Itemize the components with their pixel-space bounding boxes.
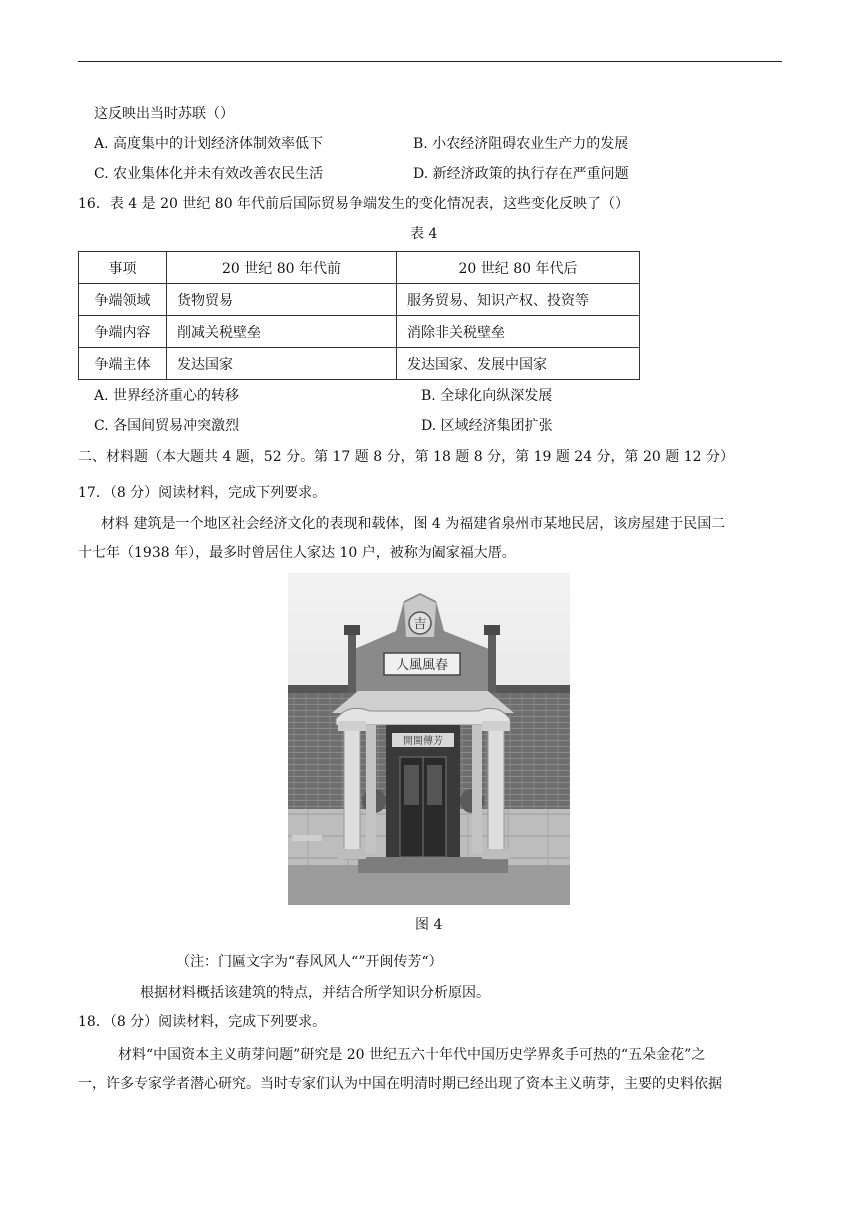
q15-option-b: B. 小农经济阻碍农业生产力的发展	[413, 136, 629, 152]
table-cell: 发达国家、发展中国家	[397, 348, 640, 380]
table-row	[79, 316, 640, 348]
door-plaque-text: 開閩傳芳	[403, 736, 443, 747]
q18-material-line1: 材料“中国资本主义萌芽问题”研究是 20 世纪五六十年代中国历史学界炙手可热的“五朵金花”之	[118, 1047, 706, 1063]
upper-plaque-text: 人風風春	[395, 658, 449, 673]
table-caption: 表 4	[410, 226, 438, 242]
q15-option-c: C. 农业集体化并未有效改善农民生活	[94, 166, 324, 182]
q17-task: 根据材料概括该建筑的特点，并结合所学知识分析原因。	[140, 985, 490, 1001]
q17-material-line2: 十七年（1938 年），最多时曾居住人家达 10 户，被称为阖家福大厝。	[78, 545, 516, 561]
section-heading: 二、材料题（本大题共 4 题，52 分。第 17 题 8 分，第 18 题 8 分，第 19 题 24 分，第 20 题 12 分）	[78, 449, 734, 465]
table-header-row	[79, 252, 640, 284]
q16-option-d: D. 区域经济集团扩张	[421, 418, 553, 434]
q18-material-line2: 一，许多专家学者潜心研究。当时专家们认为中国在明清时期已经出现了资本主义萌芽，主要的史料依据	[78, 1076, 722, 1092]
q16-option-a: A. 世界经济重心的转移	[94, 388, 240, 404]
table-header-cell: 事项	[79, 252, 167, 284]
table-header-cell: 20 世纪 80 年代前	[167, 252, 397, 284]
table-cell: 争端主体	[79, 348, 167, 380]
emblem-text: 吉	[413, 617, 427, 632]
q16-option-c: C. 各国间贸易冲突激烈	[94, 418, 240, 434]
table-row	[79, 348, 640, 380]
header-rule	[78, 61, 782, 62]
trade-dispute-table	[78, 251, 640, 380]
q16-stem: 16．表 4 是 20 世纪 80 年代前后国际贸易争端发生的变化情况表，这些变化反映了（）	[78, 196, 630, 212]
building-photo	[288, 573, 570, 905]
table-row	[79, 284, 640, 316]
table-header-cell: 20 世纪 80 年代后	[397, 252, 640, 284]
table-cell: 服务贸易、知识产权、投资等	[397, 284, 640, 316]
q17-stem: 17．（8 分）阅读材料，完成下列要求。	[78, 485, 327, 501]
building-photo-illustration	[288, 573, 570, 905]
table-cell: 消除非关税壁垒	[397, 316, 640, 348]
q15-option-a: A. 高度集中的计划经济体制效率低下	[94, 136, 324, 152]
table-cell: 争端内容	[79, 316, 167, 348]
q17-note: （注：门匾文字为“春风风人“”开闽传芳“）	[176, 954, 443, 970]
table-cell: 发达国家	[167, 348, 397, 380]
q16-option-b: B. 全球化向纵深发展	[421, 388, 553, 404]
q15-option-d: D. 新经济政策的执行存在严重问题	[413, 166, 629, 182]
table-cell: 争端领域	[79, 284, 167, 316]
table-cell: 货物贸易	[167, 284, 397, 316]
figure-caption: 图 4	[415, 917, 443, 933]
q17-material-line1: 材料 建筑是一个地区社会经济文化的表现和载体，图 4 为福建省泉州市某地民居，该房屋建于民国二	[101, 516, 726, 532]
q15-stem-tail: 这反映出当时苏联（）	[94, 106, 234, 122]
q18-stem: 18．（8 分）阅读材料，完成下列要求。	[78, 1014, 327, 1030]
table-cell: 削减关税壁垒	[167, 316, 397, 348]
